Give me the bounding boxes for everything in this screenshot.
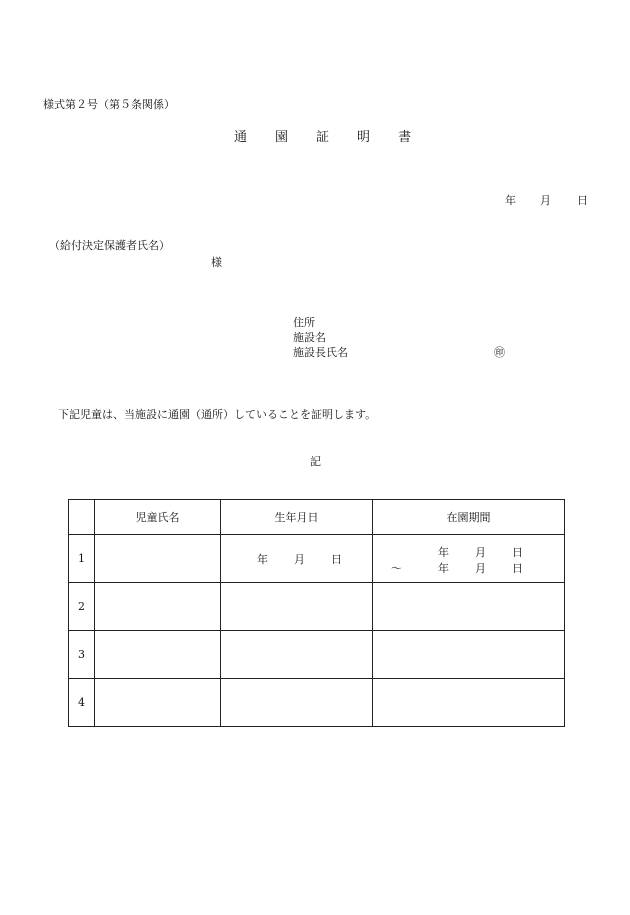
period-end: [438, 560, 523, 576]
period-start: [438, 544, 523, 560]
enrollment-period-cell: [373, 631, 565, 679]
document-title: [234, 131, 411, 145]
start-day-label: 日: [512, 546, 523, 559]
title-char: 通: [234, 130, 248, 145]
child-name-cell: [95, 679, 221, 727]
row-number: 2: [69, 583, 95, 631]
date-month: 月: [540, 194, 551, 207]
end-year-label: 年: [438, 562, 449, 575]
child-name-cell: [95, 631, 221, 679]
start-month-label: 月: [475, 546, 486, 559]
birthdate-cell: [221, 631, 373, 679]
seal-mark: ㊞: [494, 346, 505, 359]
date-day: 日: [577, 194, 588, 207]
end-month-label: 月: [475, 562, 486, 575]
table-row: [69, 535, 565, 583]
title-char: 明: [357, 130, 371, 145]
header-no: [69, 500, 95, 535]
children-table: [68, 499, 565, 727]
header-birthdate: 生年月日: [221, 500, 373, 535]
start-year-label: 年: [438, 546, 449, 559]
child-name-cell: [95, 583, 221, 631]
row-number: 3: [69, 631, 95, 679]
title-char: 書: [398, 130, 412, 145]
table-row: [69, 583, 565, 631]
birthdate-cell: [221, 535, 373, 583]
address-label: 住所: [293, 316, 315, 329]
form-number: 様式第２号（第５条関係）: [43, 98, 175, 111]
birthdate-cell: [221, 679, 373, 727]
enrollment-period-cell: [373, 679, 565, 727]
birth-month-label: 月: [294, 552, 305, 566]
birth-year-label: 年: [257, 552, 268, 566]
row-number: 1: [69, 535, 95, 583]
title-char: 証: [316, 130, 330, 145]
enrollment-period-cell: [373, 535, 565, 583]
end-day-label: 日: [512, 562, 523, 575]
child-name-cell: [95, 535, 221, 583]
birth-day-label: 日: [331, 552, 342, 566]
period-tilde: ～: [391, 562, 402, 575]
header-child-name: 児童氏名: [95, 500, 221, 535]
table-row: [69, 679, 565, 727]
honorific-sama: 様: [211, 256, 222, 269]
row-number: 4: [69, 679, 95, 727]
enrollment-period-cell: [373, 583, 565, 631]
table-row: [69, 631, 565, 679]
title-char: 園: [275, 130, 289, 145]
header-enrollment-period: 在園期間: [373, 500, 565, 535]
certification-statement: 下記児童は、当施設に通園（通所）していることを証明します。: [58, 408, 377, 421]
facility-name-label: 施設名: [293, 331, 326, 344]
guardian-name-label: （給付決定保護者氏名）: [49, 239, 170, 252]
director-name-label: 施設長氏名: [293, 346, 348, 359]
birthdate-cell: [221, 583, 373, 631]
table-header-row: [69, 500, 565, 535]
ki-heading: 記: [310, 455, 321, 468]
issue-date: [505, 194, 588, 208]
date-year: 年: [505, 194, 516, 207]
